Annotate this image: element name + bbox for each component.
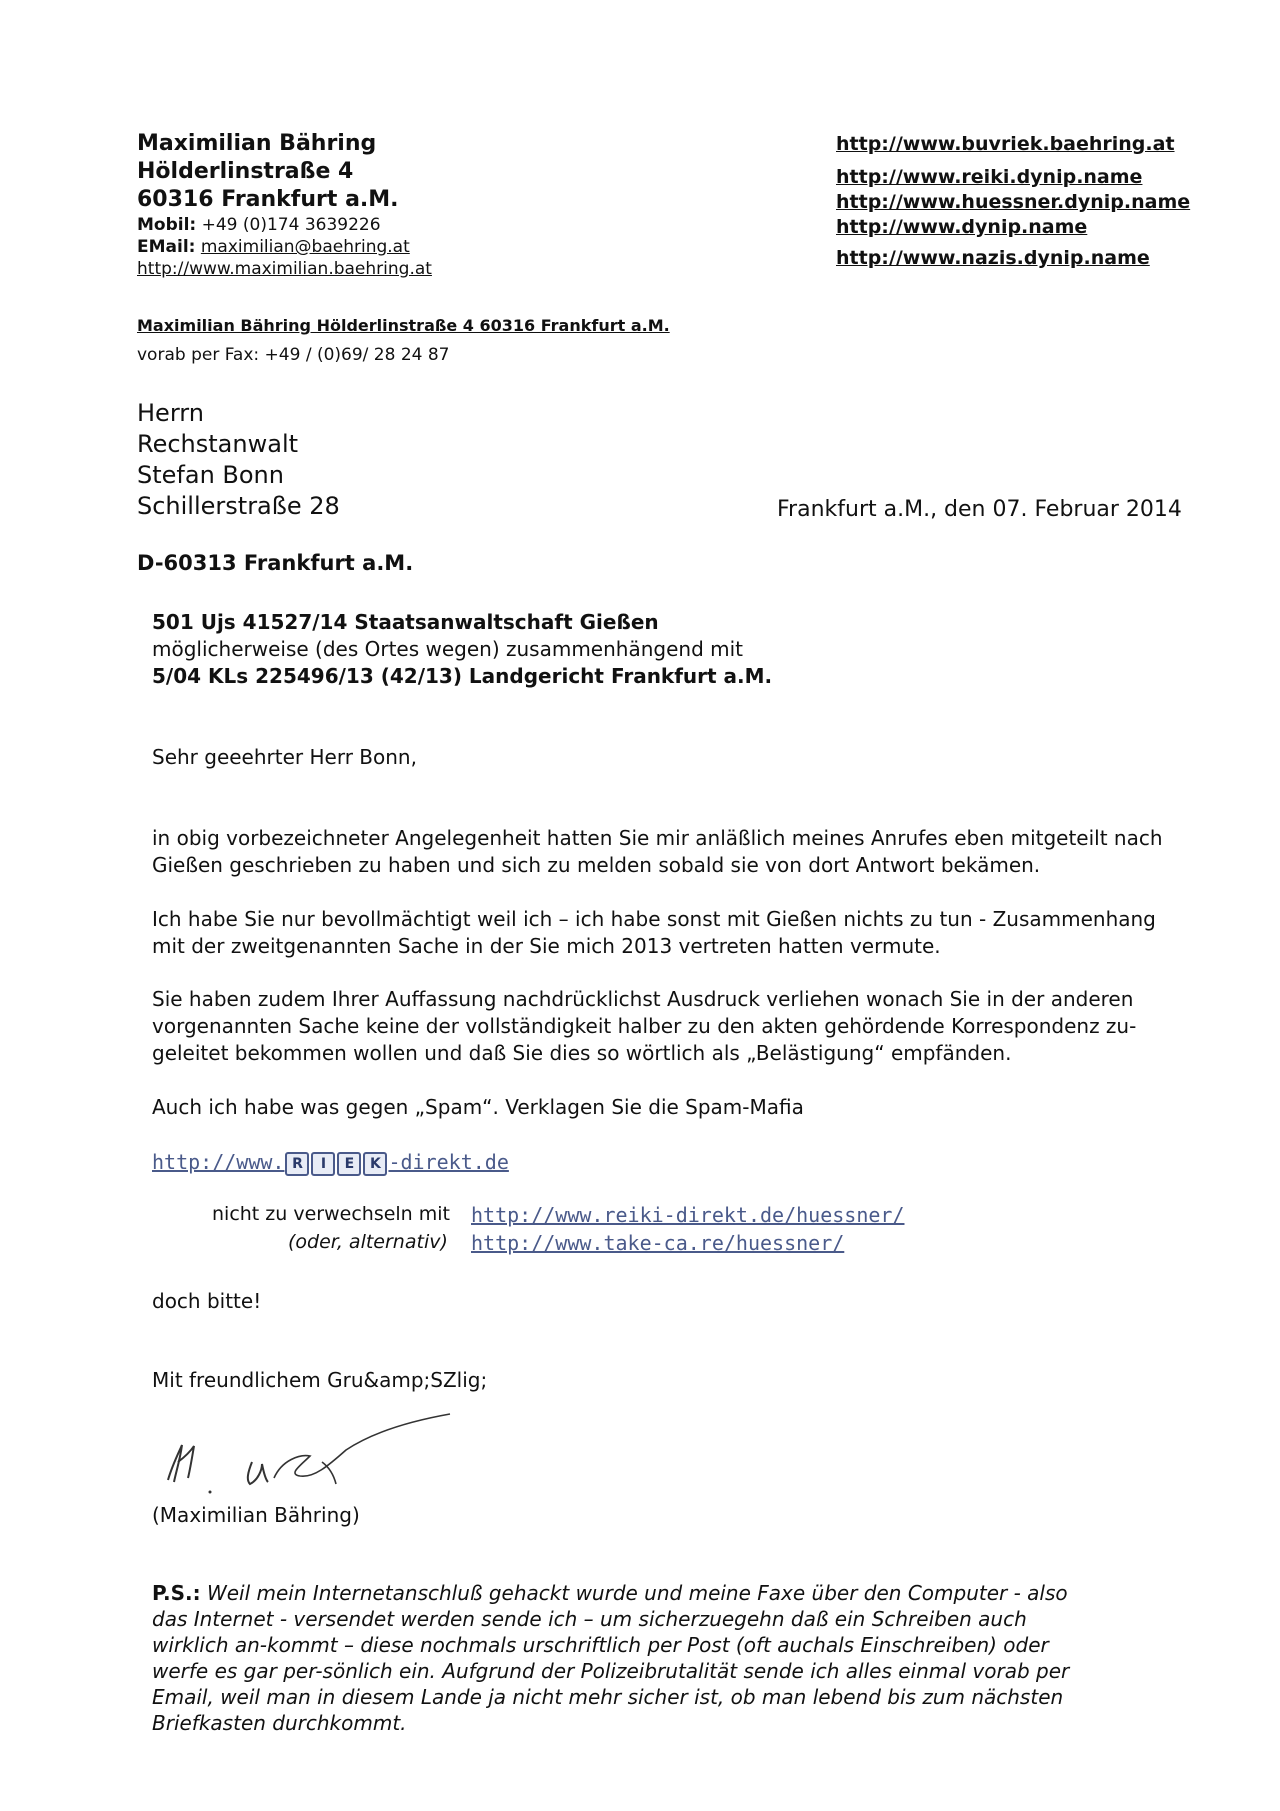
subject-line-2: möglicherweise (des Ortes wegen) zusammenhängend mit: [152, 637, 744, 661]
closing-text: Mit freundlichem Gru&amp;SZlig;: [152, 1368, 488, 1392]
sender-street: Hölderlinstraße 4: [137, 159, 354, 184]
riek-link-suffix: -direkt.de: [388, 1150, 509, 1174]
handwritten-signature: [150, 1400, 460, 1510]
postscript: [152, 1580, 1092, 1736]
greeting: Sehr geeehrter Herr Bonn,: [152, 745, 417, 769]
sender-name: Maximilian Bähring: [137, 131, 377, 156]
ps-text: Weil mein Internetanschluß gehackt wurde und meine Faxe über den Computer - also das Internet - versendet werden sende ich – um sicherzuegehn daß ein Schreiben auch wirklich an-kommt – diese nochmals urschriftlich per Post (oft auchals Einschreiben) oder werfe es gar per-sönlich ein. Aufgrund der Polizeibrutalität sende ich alles einmal vorab per Email, weil man in diesem Lande ja nicht mehr sicher ist, ob man lebend bis zum nächsten Briefkasten durchkommt.: [152, 1581, 1070, 1735]
mobile-number: +49 (0)174 3639226: [201, 215, 381, 235]
date-line: Frankfurt a.M., den 07. Februar 2014: [777, 497, 1182, 522]
subject-line-3: 5/04 KLs 225496/13 (42/13) Landgericht Frankfurt a.M.: [152, 664, 773, 688]
closing-phrase: [152, 1367, 487, 1394]
mobile-label: Mobil:: [137, 215, 197, 235]
paragraph-line: Gießen geschrieben zu haben und sich zu melden sobald sie von dort Antwort bekämen.: [152, 853, 1041, 877]
paragraph-line: Ich habe Sie nur bevollmächtigt weil ich – ich habe sonst mit Gießen nichts zu tun - Zusammenhang: [152, 907, 1156, 931]
link-reiki[interactable]: http://www.reiki.dynip.name: [836, 166, 1143, 188]
paragraph-2: [152, 906, 1156, 960]
recipient-title: Rechstanwalt: [137, 430, 299, 458]
return-address-line: Maximilian Bähring Hölderlinstraße 4 60316 Frankfurt a.M.: [137, 316, 670, 335]
closing-request: doch bitte!: [152, 1289, 262, 1313]
paragraph-line: in obig vorbezeichneter Angelegenheit hatten Sie mir anläßlich meines Anrufes eben mitgeteilt nach: [152, 826, 1163, 850]
email-label: EMail:: [137, 237, 196, 257]
recipient-street: Schillerstraße 28: [137, 492, 340, 520]
link-buvriek[interactable]: http://www.buvriek.baehring.at: [836, 133, 1175, 155]
website-links: [836, 132, 1190, 271]
recipient-city: D-60313 Frankfurt a.M.: [137, 551, 414, 575]
compare-label-2: (oder, alternativ): [288, 1231, 448, 1253]
paragraph-line: Sie haben zudem Ihrer Auffassung nachdrücklichst Ausdruck verliehen wonach Sie in der anderen: [152, 987, 1134, 1011]
email-link[interactable]: maximilian@baehring.at: [200, 237, 410, 257]
paragraph-3: [152, 986, 1136, 1067]
paragraph-1: [152, 825, 1163, 879]
sender-mobile: [137, 214, 432, 236]
recipient-salutation: Herrn: [137, 399, 204, 427]
key-i-icon: I: [311, 1152, 335, 1176]
signature-name: (Maximilian Bähring): [152, 1503, 360, 1527]
fax-line: vorab per Fax: +49 / (0)69/ 28 24 87: [137, 345, 450, 365]
paragraph-line: vorgenannten Sache keine der vollständigkeit halber zu den akten gehördende Korrespondenz zu-: [152, 1014, 1137, 1038]
key-k-icon: K: [363, 1152, 387, 1176]
link-nazis[interactable]: http://www.nazis.dynip.name: [836, 247, 1150, 269]
recipient-name: Stefan Bonn: [137, 461, 284, 489]
key-r-icon: R: [285, 1152, 309, 1176]
paragraph-line: mit der zweitgenannten Sache in der Sie mich 2013 vertreten hatten vermute.: [152, 934, 941, 958]
ps-label: P.S.:: [152, 1581, 201, 1605]
sender-email: [137, 236, 432, 258]
sender-block: [137, 130, 432, 280]
subject-line-1: 501 Ujs 41527/14 Staatsanwaltschaft Gießen: [152, 610, 659, 634]
compare-label-1: nicht zu verwechseln mit: [212, 1203, 451, 1225]
sender-city: 60316 Frankfurt a.M.: [137, 187, 399, 212]
link-dynip[interactable]: http://www.dynip.name: [836, 216, 1088, 238]
riek-link-prefix: http://www.: [152, 1150, 285, 1174]
sender-website-link[interactable]: http://www.maximilian.baehring.at: [137, 259, 432, 279]
compare-url-1[interactable]: http://www.reiki-direkt.de/huessner/: [471, 1203, 905, 1227]
key-e-icon: E: [337, 1152, 361, 1176]
compare-url-2[interactable]: http://www.take-ca.re/huessner/: [471, 1231, 845, 1255]
paragraph-4: Auch ich habe was gegen „Spam“. Verklagen Sie die Spam-Mafia: [152, 1095, 804, 1119]
paragraph-line: geleitet bekommen wollen und daß Sie dies so wörtlich als „Belästigung“ empfänden.: [152, 1041, 1012, 1065]
subject-block: [152, 609, 772, 690]
recipient-block: [137, 398, 340, 522]
link-huessner[interactable]: http://www.huessner.dynip.name: [836, 191, 1191, 213]
riek-direkt-link[interactable]: [152, 1150, 509, 1176]
